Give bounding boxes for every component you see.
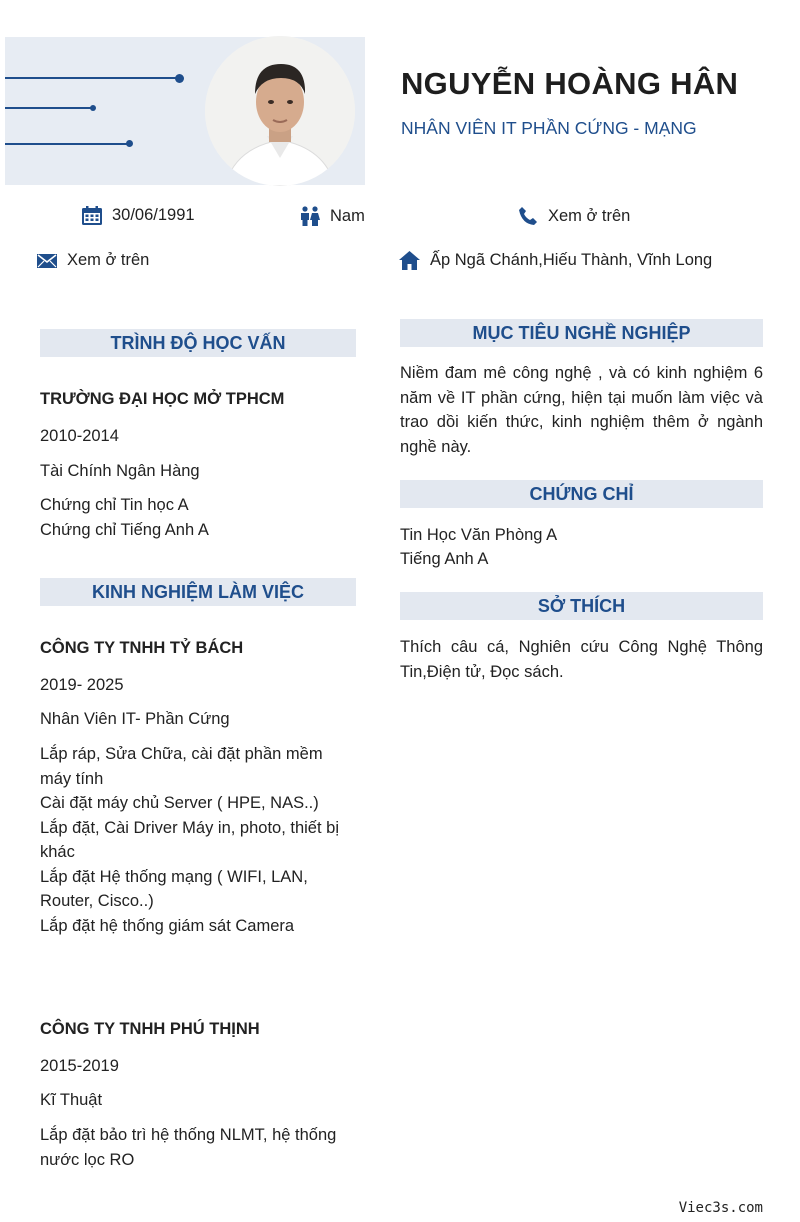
phone-icon bbox=[518, 206, 538, 226]
decorative-dot bbox=[126, 140, 133, 147]
hobbies-text: Thích câu cá, Nghiên cứu Công Nghệ Thông Tin,Điện tử, Đọc sách. bbox=[400, 638, 763, 681]
company-name: CÔNG TY TNHH TỶ BÁCH bbox=[40, 639, 244, 657]
duty-line: Lắp đặt hệ thống giám sát Camera bbox=[40, 916, 295, 935]
education-period: 2010-2014 bbox=[40, 427, 119, 445]
decorative-dot bbox=[175, 74, 184, 83]
gender-value: Nam bbox=[330, 206, 365, 225]
duty-line: nước lọc RO bbox=[40, 1150, 135, 1169]
section-heading-hobbies: SỞ THÍCH bbox=[400, 592, 763, 620]
job-title: NHÂN VIÊN IT PHẦN CỨNG - MẠNG bbox=[401, 118, 697, 138]
address-row bbox=[399, 251, 712, 270]
phone-row bbox=[518, 206, 630, 226]
education-major: Tài Chính Ngân Hàng bbox=[40, 462, 200, 480]
job-period: 2019- 2025 bbox=[40, 676, 124, 694]
avatar bbox=[205, 36, 355, 186]
objective-text: Niềm đam mê công nghệ , và có kinh nghiệm 6 năm về IT phần cứng, hiện tại muốn làm việc và trao dồi kiến thức, kinh nghiệm thêm ở ngành nghề này. bbox=[400, 364, 763, 456]
section-heading-objective: MỤC TIÊU NGHỀ NGHIỆP bbox=[400, 319, 763, 347]
decorative-line bbox=[5, 143, 129, 145]
section-heading-experience: KINH NGHIỆM LÀM VIỆC bbox=[40, 578, 356, 606]
job-duties bbox=[40, 1123, 336, 1172]
duty-line: Lắp đặt Hệ thống mạng ( WIFI, LAN, bbox=[40, 867, 308, 886]
duty-line: Cài đặt máy chủ Server ( HPE, NAS..) bbox=[40, 794, 319, 812]
job-role: Nhân Viên IT- Phần Cứng bbox=[40, 710, 230, 728]
watermark: Viec3s.com bbox=[678, 1200, 763, 1216]
company-name: CÔNG TY TNHH PHÚ THỊNH bbox=[40, 1020, 260, 1038]
gender-icon bbox=[300, 206, 320, 226]
duty-line: Router, Cisco..) bbox=[40, 892, 154, 910]
dob-value: 30/06/1991 bbox=[112, 206, 195, 224]
decorative-line bbox=[5, 107, 93, 109]
duty-line: Lắp đặt, Cài Driver Máy in, photo, thiết bị bbox=[40, 818, 339, 837]
school-name: TRƯỜNG ĐẠI HỌC MỞ TPHCM bbox=[40, 390, 285, 408]
section-heading-education: TRÌNH ĐỘ HỌC VẤN bbox=[40, 329, 356, 357]
certificate-item: Tiếng Anh A bbox=[400, 550, 489, 568]
duty-line: Lắp đặt bảo trì hệ thống NLMT, hệ thống bbox=[40, 1126, 337, 1144]
person-photo-icon bbox=[205, 36, 355, 186]
email-value: Xem ở trên bbox=[67, 251, 150, 269]
certificate-item: Tin Học Văn Phòng A bbox=[400, 526, 558, 544]
job-duties bbox=[40, 742, 339, 938]
education-cert: Chứng chỉ Tiếng Anh A bbox=[40, 521, 209, 539]
education-cert: Chứng chỉ Tin học A bbox=[40, 496, 189, 514]
decorative-line bbox=[5, 77, 179, 79]
duty-line: Lắp ráp, Sửa Chữa, cài đặt phần mềm bbox=[40, 745, 323, 763]
email-row bbox=[37, 251, 149, 270]
duty-line: máy tính bbox=[40, 769, 104, 788]
home-icon bbox=[399, 251, 420, 270]
phone-value: Xem ở trên bbox=[548, 206, 631, 225]
person-name: NGUYỄN HOÀNG HÂN bbox=[401, 66, 739, 101]
job-period: 2015-2019 bbox=[40, 1057, 119, 1075]
duty-line: khác bbox=[40, 843, 75, 861]
address-value: Ấp Ngã Chánh,Hiếu Thành, Vĩnh Long bbox=[430, 251, 713, 269]
gender-row bbox=[300, 206, 365, 226]
dob-row bbox=[82, 206, 195, 225]
calendar-icon bbox=[82, 206, 102, 225]
decorative-dot bbox=[90, 105, 96, 111]
job-role: Kĩ Thuật bbox=[40, 1091, 103, 1109]
mail-icon bbox=[37, 253, 57, 269]
section-heading-certificates: CHỨNG CHỈ bbox=[400, 480, 763, 508]
